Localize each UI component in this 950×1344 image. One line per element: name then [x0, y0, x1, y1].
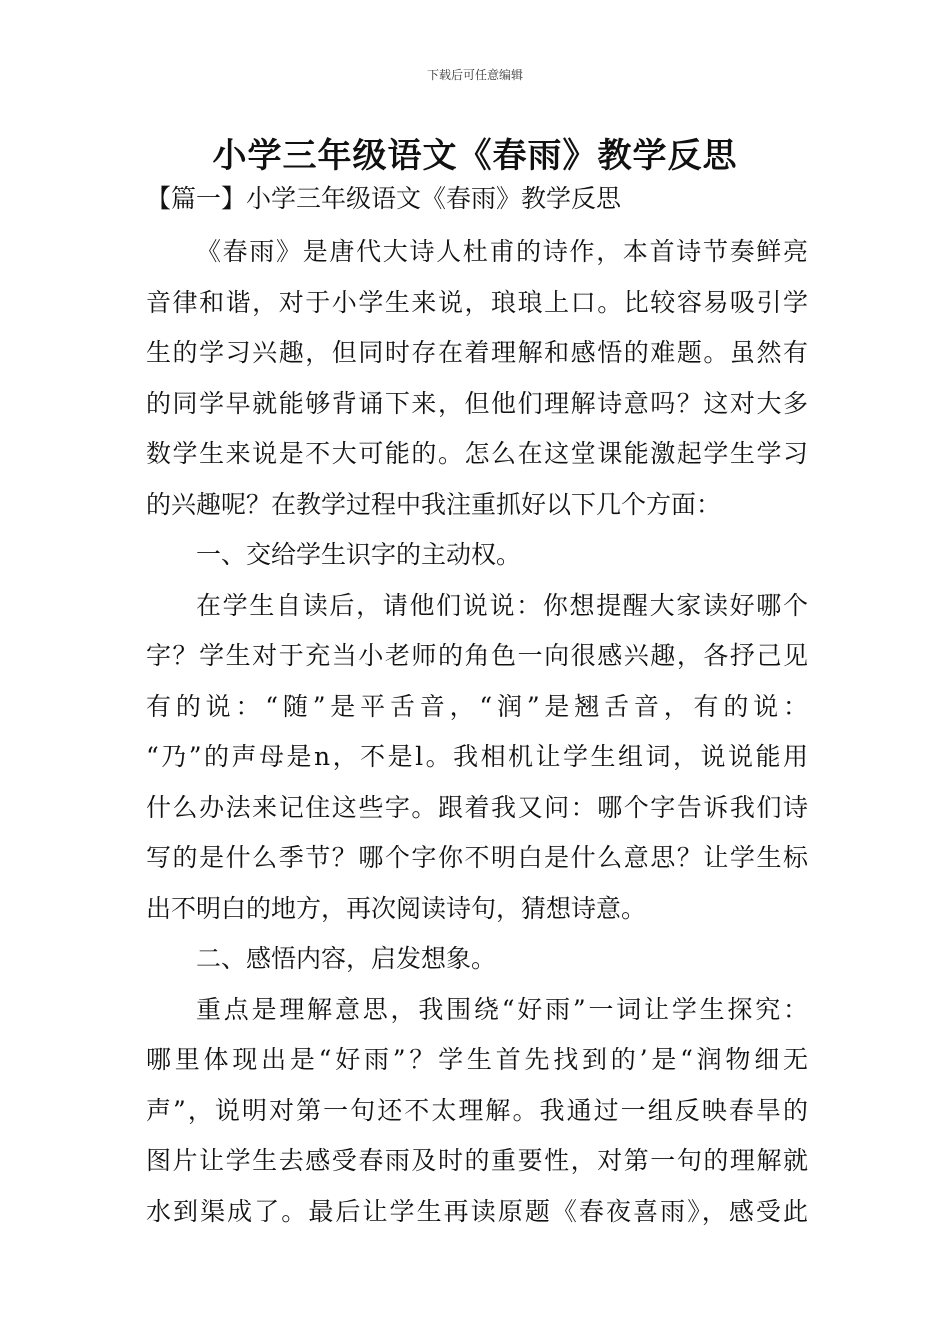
paragraph-line: 写的是什么季节？哪个字你不明白是什么意思？让学生标 [146, 843, 808, 872]
paragraph-line: 二、感悟内容，启发想象。 [196, 944, 497, 973]
paragraph-line: 《春雨》是唐代大诗人杜甫的诗作，本首诗节奏鲜亮 [196, 237, 808, 266]
paragraph-line: 重点是理解意思，我围绕“好雨”一词让学生探究： [196, 994, 808, 1024]
header-note: 下载后可任意编辑 [426, 68, 523, 82]
paragraph-line: 哪里体现出是“好雨”？学生首先找到的’是“润物细无 [146, 1045, 808, 1074]
paragraph-line: 数学生来说是不大可能的。怎么在这堂课能激起学生学习 [146, 439, 808, 468]
paragraph-line: 音律和谐，对于小学生来说，琅琅上口。比较容易吸引学 [146, 287, 808, 317]
paragraph-line: 水到渠成了。最后让学生再读原题《春夜喜雨》，感受此 [146, 1196, 808, 1226]
section-heading: 【篇一】小学三年级语文《春雨》教学反思 [146, 184, 622, 213]
paragraph-line: 在学生自读后，请他们说说：你想提醒大家读好哪个 [196, 590, 808, 620]
paragraph-line: 出不明白的地方，再次阅读诗句，猜想诗意。 [146, 893, 647, 923]
paragraph-line: 什么办法来记住这些字。跟着我又问：哪个字告诉我们诗 [146, 792, 808, 822]
body-text [146, 227, 808, 1237]
paragraph-line: 生的学习兴趣，但同时存在着理解和感悟的难题。虽然有 [146, 338, 808, 367]
page-title: 小学三年级语文《春雨》教学反思 [212, 136, 738, 176]
paragraph-line: 有的说：“随”是平舌音，“润”是翘舌音，有的说： [146, 691, 808, 721]
paragraph-line: 的兴趣呢？在教学过程中我注重抓好以下几个方面： [146, 489, 722, 519]
paragraph-line: 图片让学生去感受春雨及时的重要性，对第一句的理解就 [146, 1146, 808, 1175]
paragraph-line: 一、交给学生识字的主动权。 [196, 540, 522, 569]
paragraph-line: 字？学生对于充当小老师的角色一向很感兴趣，各抒己见 [146, 641, 808, 670]
paragraph-line: “乃”的声母是n，不是l。我相机让学生组词，说说能用 [146, 742, 808, 771]
paragraph-line: 声”，说明对第一句还不太理解。我通过一组反映春旱的 [146, 1095, 808, 1125]
paragraph-line: 的同学早就能够背诵下来，但他们理解诗意吗？这对大多 [146, 388, 808, 418]
